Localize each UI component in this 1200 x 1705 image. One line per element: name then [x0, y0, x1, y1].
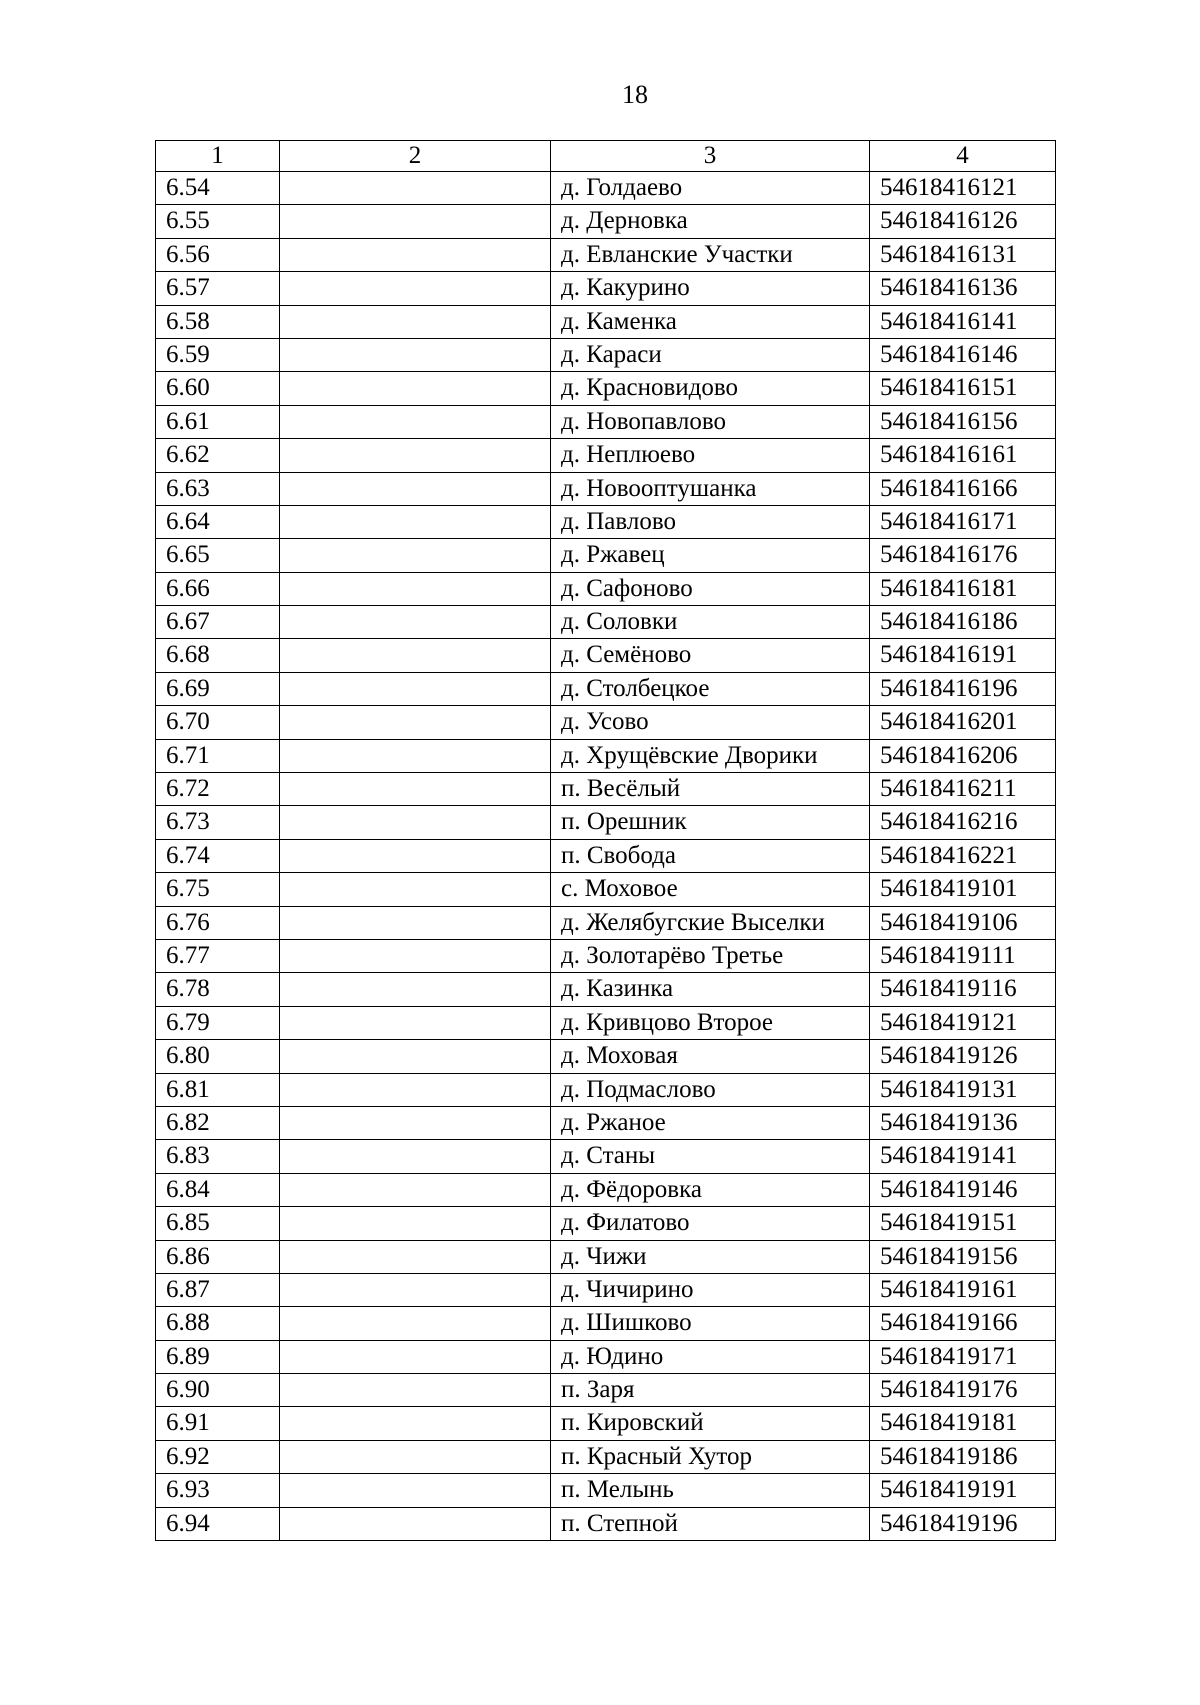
row-column-2-cell: [280, 1407, 551, 1440]
table-row: [156, 973, 1056, 1006]
row-number-cell: 6.78: [156, 973, 280, 1006]
row-column-2-cell: [280, 706, 551, 739]
oktmo-code-cell: 54618416206: [870, 739, 1056, 772]
row-number-cell: 6.60: [156, 372, 280, 405]
oktmo-code-cell: 54618419101: [870, 873, 1056, 906]
row-number-cell: 6.77: [156, 939, 280, 972]
table-row: [156, 939, 1056, 972]
row-column-2-cell: [280, 839, 551, 872]
table-row: [156, 606, 1056, 639]
row-number-cell: 6.58: [156, 305, 280, 338]
oktmo-code-cell: 54618419146: [870, 1173, 1056, 1206]
row-column-2-cell: [280, 1474, 551, 1507]
settlement-name-cell: д. Чичирино: [551, 1273, 870, 1306]
row-column-2-cell: [280, 205, 551, 238]
row-number-cell: 6.61: [156, 405, 280, 438]
row-column-2-cell: [280, 739, 551, 772]
row-column-2-cell: [280, 405, 551, 438]
settlement-name-cell: д. Станы: [551, 1140, 870, 1173]
row-number-cell: 6.90: [156, 1374, 280, 1407]
row-number-cell: 6.55: [156, 205, 280, 238]
settlement-name-cell: д. Золотарёво Третье: [551, 939, 870, 972]
settlement-name-cell: п. Степной: [551, 1507, 870, 1540]
table-row: [156, 539, 1056, 572]
row-column-2-cell: [280, 172, 551, 205]
settlement-name-cell: п. Заря: [551, 1374, 870, 1407]
settlement-name-cell: д. Филатово: [551, 1207, 870, 1240]
oktmo-code-cell: 54618419186: [870, 1440, 1056, 1473]
oktmo-code-cell: 54618416191: [870, 639, 1056, 672]
row-number-cell: 6.75: [156, 873, 280, 906]
oktmo-code-cell: 54618416181: [870, 572, 1056, 605]
table-row: [156, 472, 1056, 505]
table-row: [156, 1106, 1056, 1139]
oktmo-code-cell: 54618419126: [870, 1040, 1056, 1073]
table-row: [156, 1340, 1056, 1373]
oktmo-code-cell: 54618416156: [870, 405, 1056, 438]
oktmo-code-cell: 54618419181: [870, 1407, 1056, 1440]
oktmo-code-cell: 54618419171: [870, 1340, 1056, 1373]
table-row: [156, 172, 1056, 205]
row-column-2-cell: [280, 1207, 551, 1240]
row-column-2-cell: [280, 439, 551, 472]
row-column-2-cell: [280, 606, 551, 639]
row-number-cell: 6.71: [156, 739, 280, 772]
row-column-2-cell: [280, 939, 551, 972]
settlement-name-cell: д. Семёново: [551, 639, 870, 672]
row-number-cell: 6.86: [156, 1240, 280, 1273]
settlement-name-cell: п. Красный Хутор: [551, 1440, 870, 1473]
oktmo-code-cell: 54618419196: [870, 1507, 1056, 1540]
row-column-2-cell: [280, 1374, 551, 1407]
table-row: [156, 572, 1056, 605]
row-column-2-cell: [280, 1340, 551, 1373]
oktmo-code-cell: 54618419156: [870, 1240, 1056, 1273]
row-number-cell: 6.87: [156, 1273, 280, 1306]
row-number-cell: 6.79: [156, 1006, 280, 1039]
row-column-2-cell: [280, 539, 551, 572]
settlement-name-cell: д. Фёдоровка: [551, 1173, 870, 1206]
row-number-cell: 6.56: [156, 238, 280, 271]
settlement-name-cell: д. Красновидово: [551, 372, 870, 405]
settlement-name-cell: д. Соловки: [551, 606, 870, 639]
row-number-cell: 6.82: [156, 1106, 280, 1139]
settlements-table: [155, 140, 1056, 1541]
row-number-cell: 6.73: [156, 806, 280, 839]
oktmo-code-cell: 54618416131: [870, 238, 1056, 271]
table-row: [156, 1273, 1056, 1306]
row-column-2-cell: [280, 639, 551, 672]
table-row: [156, 1374, 1056, 1407]
table-row: [156, 305, 1056, 338]
row-column-2-cell: [280, 1173, 551, 1206]
oktmo-code-cell: 54618416161: [870, 439, 1056, 472]
settlement-name-cell: д. Казинка: [551, 973, 870, 1006]
row-column-2-cell: [280, 372, 551, 405]
row-number-cell: 6.67: [156, 606, 280, 639]
settlement-name-cell: п. Кировский: [551, 1407, 870, 1440]
row-number-cell: 6.63: [156, 472, 280, 505]
table-row: [156, 1440, 1056, 1473]
row-number-cell: 6.54: [156, 172, 280, 205]
table-header-row: [156, 141, 1056, 172]
row-number-cell: 6.59: [156, 338, 280, 371]
settlement-name-cell: д. Евланские Участки: [551, 238, 870, 271]
settlement-name-cell: д. Сафоново: [551, 572, 870, 605]
oktmo-code-cell: 54618416176: [870, 539, 1056, 572]
row-column-2-cell: [280, 338, 551, 371]
settlement-name-cell: д. Усово: [551, 706, 870, 739]
row-number-cell: 6.94: [156, 1507, 280, 1540]
row-column-2-cell: [280, 1073, 551, 1106]
row-number-cell: 6.62: [156, 439, 280, 472]
table-row: [156, 639, 1056, 672]
table-row: [156, 338, 1056, 371]
row-number-cell: 6.66: [156, 572, 280, 605]
settlement-name-cell: д. Ржавец: [551, 539, 870, 572]
table-row: [156, 1507, 1056, 1540]
row-number-cell: 6.83: [156, 1140, 280, 1173]
column-header-4: 4: [870, 141, 1056, 172]
row-column-2-cell: [280, 672, 551, 705]
oktmo-code-cell: 54618419176: [870, 1374, 1056, 1407]
oktmo-code-cell: 54618419111: [870, 939, 1056, 972]
page-number: 18: [622, 80, 648, 109]
settlement-name-cell: д. Неплюево: [551, 439, 870, 472]
row-number-cell: 6.84: [156, 1173, 280, 1206]
table-row: [156, 1240, 1056, 1273]
row-column-2-cell: [280, 1040, 551, 1073]
row-number-cell: 6.69: [156, 672, 280, 705]
row-column-2-cell: [280, 1507, 551, 1540]
row-number-cell: 6.85: [156, 1207, 280, 1240]
table-row: [156, 706, 1056, 739]
table-row: [156, 405, 1056, 438]
table-row: [156, 205, 1056, 238]
table-row: [156, 873, 1056, 906]
oktmo-code-cell: 54618419191: [870, 1474, 1056, 1507]
settlement-name-cell: д. Желябугские Выселки: [551, 906, 870, 939]
row-column-2-cell: [280, 1106, 551, 1139]
row-column-2-cell: [280, 572, 551, 605]
row-column-2-cell: [280, 1240, 551, 1273]
settlement-name-cell: д. Ржаное: [551, 1106, 870, 1139]
settlement-name-cell: д. Какурино: [551, 272, 870, 305]
oktmo-code-cell: 54618416121: [870, 172, 1056, 205]
settlement-name-cell: д. Юдино: [551, 1340, 870, 1373]
table-row: [156, 505, 1056, 538]
oktmo-code-cell: 54618416221: [870, 839, 1056, 872]
row-number-cell: 6.91: [156, 1407, 280, 1440]
table-row: [156, 272, 1056, 305]
oktmo-code-cell: 54618416196: [870, 672, 1056, 705]
table-row: [156, 672, 1056, 705]
row-number-cell: 6.81: [156, 1073, 280, 1106]
settlement-name-cell: д. Шишково: [551, 1307, 870, 1340]
row-column-2-cell: [280, 1006, 551, 1039]
oktmo-code-cell: 54618419166: [870, 1307, 1056, 1340]
table-row: [156, 1207, 1056, 1240]
row-column-2-cell: [280, 973, 551, 1006]
row-number-cell: 6.92: [156, 1440, 280, 1473]
column-header-2: 2: [280, 141, 551, 172]
settlement-name-cell: д. Павлово: [551, 505, 870, 538]
row-number-cell: 6.65: [156, 539, 280, 572]
row-number-cell: 6.80: [156, 1040, 280, 1073]
oktmo-code-cell: 54618419131: [870, 1073, 1056, 1106]
row-column-2-cell: [280, 272, 551, 305]
row-column-2-cell: [280, 505, 551, 538]
row-number-cell: 6.68: [156, 639, 280, 672]
row-number-cell: 6.89: [156, 1340, 280, 1373]
row-column-2-cell: [280, 472, 551, 505]
oktmo-code-cell: 54618416216: [870, 806, 1056, 839]
row-number-cell: 6.72: [156, 773, 280, 806]
table-row: [156, 372, 1056, 405]
table-row: [156, 1006, 1056, 1039]
row-column-2-cell: [280, 1440, 551, 1473]
oktmo-code-cell: 54618416146: [870, 338, 1056, 371]
table-row: [156, 906, 1056, 939]
settlement-name-cell: с. Моховое: [551, 873, 870, 906]
row-column-2-cell: [280, 1307, 551, 1340]
oktmo-code-cell: 54618419141: [870, 1140, 1056, 1173]
row-column-2-cell: [280, 1140, 551, 1173]
row-column-2-cell: [280, 1273, 551, 1306]
table-row: [156, 1073, 1056, 1106]
oktmo-code-cell: 54618419121: [870, 1006, 1056, 1039]
table-row: [156, 773, 1056, 806]
row-column-2-cell: [280, 873, 551, 906]
table-row: [156, 1140, 1056, 1173]
row-number-cell: 6.76: [156, 906, 280, 939]
row-column-2-cell: [280, 305, 551, 338]
row-number-cell: 6.64: [156, 505, 280, 538]
settlement-name-cell: д. Новопавлово: [551, 405, 870, 438]
settlement-name-cell: д. Подмаслово: [551, 1073, 870, 1106]
row-column-2-cell: [280, 906, 551, 939]
column-header-1: 1: [156, 141, 280, 172]
row-number-cell: 6.93: [156, 1474, 280, 1507]
table-row: [156, 1307, 1056, 1340]
settlement-name-cell: д. Голдаево: [551, 172, 870, 205]
row-column-2-cell: [280, 773, 551, 806]
oktmo-code-cell: 54618419106: [870, 906, 1056, 939]
settlement-name-cell: д. Кривцово Второе: [551, 1006, 870, 1039]
settlement-name-cell: д. Столбецкое: [551, 672, 870, 705]
settlement-name-cell: д. Моховая: [551, 1040, 870, 1073]
settlement-name-cell: д. Караси: [551, 338, 870, 371]
oktmo-code-cell: 54618416171: [870, 505, 1056, 538]
oktmo-code-cell: 54618416126: [870, 205, 1056, 238]
oktmo-code-cell: 54618419151: [870, 1207, 1056, 1240]
row-column-2-cell: [280, 238, 551, 271]
settlement-name-cell: д. Чижи: [551, 1240, 870, 1273]
oktmo-code-cell: 54618416166: [870, 472, 1056, 505]
table-row: [156, 1173, 1056, 1206]
oktmo-code-cell: 54618416211: [870, 773, 1056, 806]
table-row: [156, 1040, 1056, 1073]
row-number-cell: 6.74: [156, 839, 280, 872]
oktmo-code-cell: 54618419161: [870, 1273, 1056, 1306]
oktmo-code-cell: 54618419136: [870, 1106, 1056, 1139]
settlement-name-cell: д. Дерновка: [551, 205, 870, 238]
table-row: [156, 839, 1056, 872]
settlement-name-cell: п. Весёлый: [551, 773, 870, 806]
oktmo-code-cell: 54618416141: [870, 305, 1056, 338]
oktmo-code-cell: 54618416201: [870, 706, 1056, 739]
column-header-3: 3: [551, 141, 870, 172]
table-row: [156, 1474, 1056, 1507]
row-number-cell: 6.70: [156, 706, 280, 739]
table-row: [156, 739, 1056, 772]
settlement-name-cell: п. Орешник: [551, 806, 870, 839]
settlement-name-cell: д. Хрущёвские Дворики: [551, 739, 870, 772]
row-number-cell: 6.88: [156, 1307, 280, 1340]
settlement-name-cell: д. Новооптушанка: [551, 472, 870, 505]
oktmo-code-cell: 54618416186: [870, 606, 1056, 639]
settlement-name-cell: п. Свобода: [551, 839, 870, 872]
table-body: [156, 172, 1056, 1541]
settlement-name-cell: п. Мелынь: [551, 1474, 870, 1507]
row-number-cell: 6.57: [156, 272, 280, 305]
table-row: [156, 439, 1056, 472]
row-column-2-cell: [280, 806, 551, 839]
table-row: [156, 806, 1056, 839]
settlement-name-cell: д. Каменка: [551, 305, 870, 338]
oktmo-code-cell: 54618416151: [870, 372, 1056, 405]
table-row: [156, 1407, 1056, 1440]
table-row: [156, 238, 1056, 271]
oktmo-code-cell: 54618419116: [870, 973, 1056, 1006]
oktmo-code-cell: 54618416136: [870, 272, 1056, 305]
